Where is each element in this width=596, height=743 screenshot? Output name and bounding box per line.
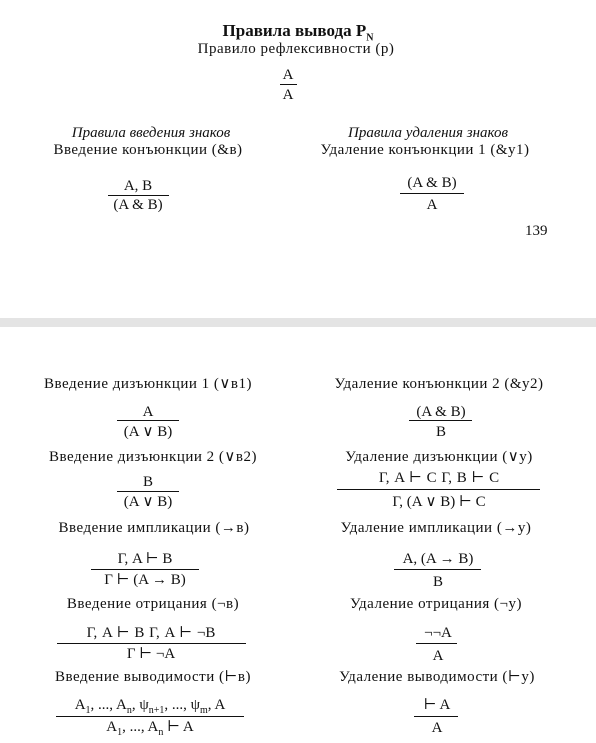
disj-intro2-label: Введение дизъюнкции 2 (∨в2) <box>49 449 257 465</box>
elim-rules-heading: Правила удаления знаков <box>347 125 509 141</box>
deriv-elim-label: Удаление выводимости (⊢у) <box>339 669 535 685</box>
conj-elim2-label: Удаление конъюнкции 2 (&у2) <box>334 376 544 392</box>
deriv-elim-conclusion: A <box>431 720 443 736</box>
inference-line <box>117 420 179 421</box>
page-separator <box>0 318 596 327</box>
disj-intro2-conclusion: (A ∨ B) <box>123 494 173 510</box>
inference-line <box>337 489 540 490</box>
impl-intro-conclusion: Γ ⊢ (A → B) <box>104 572 186 588</box>
disj-elim-conclusion: Γ, (A ∨ B) ⊢ C <box>392 494 486 510</box>
impl-intro-label: Введение импликации (→в) <box>58 520 250 536</box>
inference-line <box>56 716 244 717</box>
deriv-intro-premises: $A_1$, ..., $A_n$, $\psi_{n+1}$, ..., $\psi_m$, A <box>74 697 226 716</box>
page-140 <box>0 327 596 743</box>
conj-intro-premise: A, B <box>123 178 153 194</box>
disj-elim-premises: Γ, A ⊢ C Γ, B ⊢ C <box>378 470 500 486</box>
impl-elim-premises: A, (A → B) <box>402 551 474 567</box>
deriv-intro-conclusion: $A_1$, ..., $A_n$ ⊢ A <box>106 719 194 738</box>
impl-elim-conclusion: B <box>432 574 444 590</box>
disj-intro1-conclusion: (A ∨ B) <box>123 424 173 440</box>
inference-line <box>57 643 246 644</box>
inference-line <box>280 84 297 85</box>
neg-elim-conclusion: A <box>432 648 444 664</box>
disj-intro1-label: Введение дизъюнкции 1 (∨в1) <box>44 376 252 392</box>
page-title: Правила вывода $P_N$ <box>222 21 374 44</box>
page-139 <box>0 0 596 318</box>
inference-line <box>416 643 457 644</box>
neg-elim-label: Удаление отрицания (¬у) <box>350 596 522 612</box>
inference-line <box>400 193 464 194</box>
conj-elim2-conclusion: B <box>435 424 447 440</box>
neg-elim-premise: ¬¬A <box>424 625 452 641</box>
reflexivity-premise: A <box>282 67 294 83</box>
inference-line <box>394 569 481 570</box>
conj-elim1-premise: (A & B) <box>407 175 457 191</box>
inference-line <box>117 491 179 492</box>
impl-intro-premise: Γ, A ⊢ B <box>117 551 173 567</box>
disj-intro1-premise: A <box>142 404 154 420</box>
deriv-intro-label: Введение выводимости (⊢в) <box>55 669 251 685</box>
deriv-elim-premise: ⊢ A <box>423 697 451 713</box>
conj-intro-label: Введение конъюнкции (&в) <box>53 142 243 158</box>
conj-elim1-conclusion: A <box>426 197 438 213</box>
impl-elim-label: Удаление импликации (→у) <box>340 520 532 536</box>
neg-intro-premises: Γ, A ⊢ B Γ, A ⊢ ¬B <box>86 625 216 641</box>
intro-rules-heading: Правила введения знаков <box>71 125 231 141</box>
inference-line <box>91 569 199 570</box>
reflexivity-label: Правило рефлексивности (р) <box>197 41 395 57</box>
disj-elim-label: Удаление дизъюнкции (∨у) <box>345 449 533 465</box>
inference-line <box>409 420 472 421</box>
neg-intro-label: Введение отрицания (¬в) <box>66 596 240 612</box>
conj-intro-conclusion: (A & B) <box>113 197 163 213</box>
reflexivity-conclusion: A <box>282 87 294 103</box>
conj-elim1-label: Удаление конъюнкции 1 (&у1) <box>320 142 530 158</box>
inference-line <box>414 716 458 717</box>
neg-intro-conclusion: Γ ⊢ ¬A <box>126 646 176 662</box>
disj-intro2-premise: B <box>142 474 154 490</box>
page-number: 139 <box>525 223 548 239</box>
conj-elim2-premise: (A & B) <box>416 404 466 420</box>
